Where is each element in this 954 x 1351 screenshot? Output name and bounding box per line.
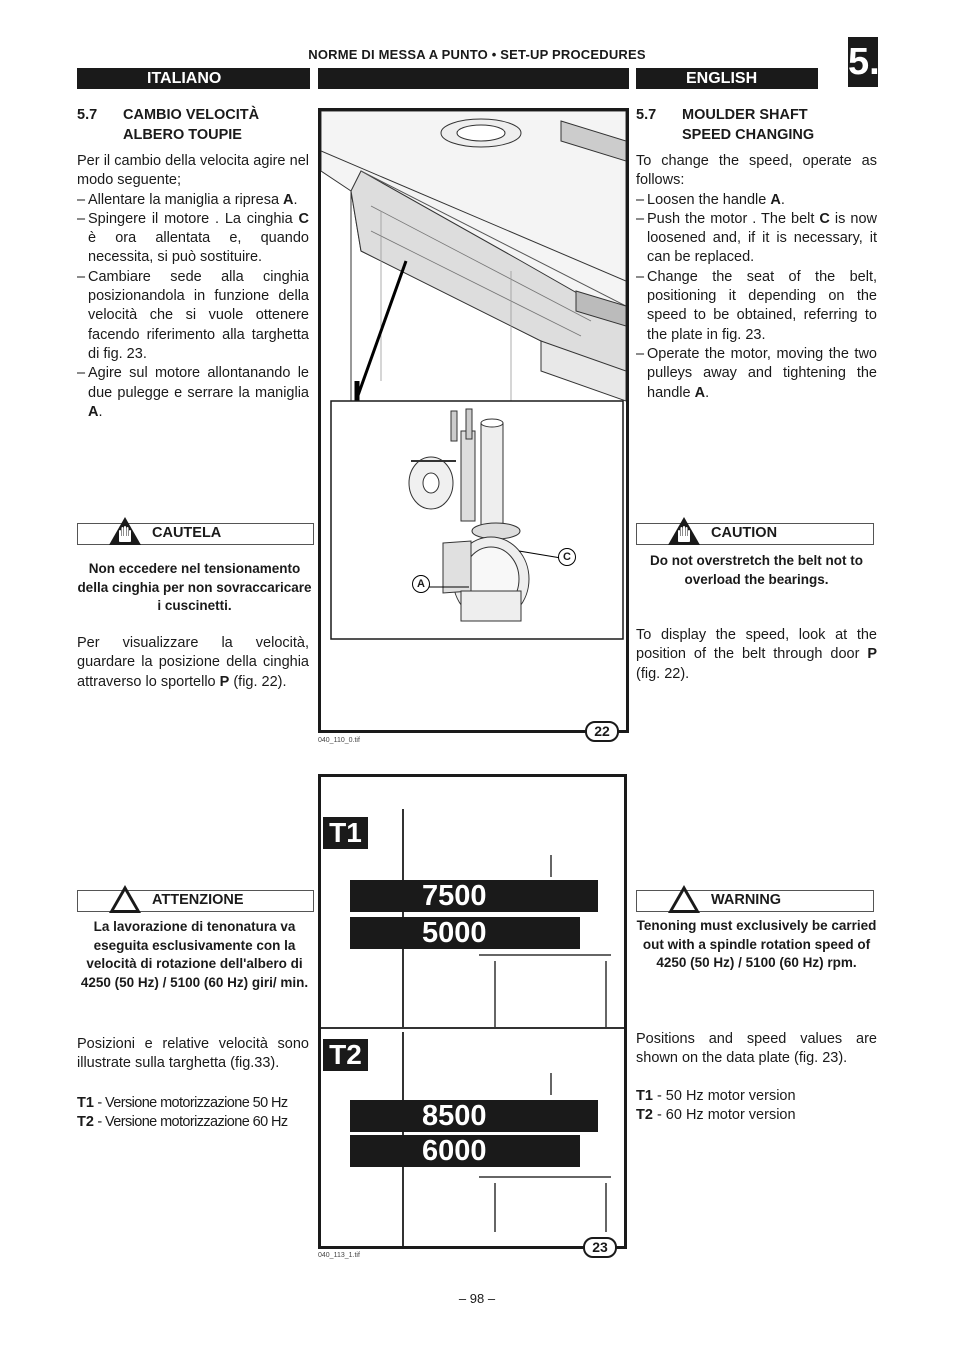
- english-step-1: – Loosen the handle A.: [636, 191, 877, 210]
- italian-display-paragraph: Per visualizzare la velocità, guardare la posizione della cinghia attraverso lo sportello P (fig. 22).: [77, 635, 309, 690]
- english-positions-paragraph: Positions and speed values are shown on the data plate (fig. 23).: [636, 1031, 877, 1067]
- italian-step-1: – Allentare la maniglia a ripresa A.: [77, 191, 309, 210]
- italian-warning-label: ATTENZIONE: [152, 892, 244, 908]
- english-t1-line: T1 - 50 Hz motor version: [636, 1088, 796, 1104]
- english-versions: [636, 1087, 877, 1126]
- label-c: C: [558, 548, 576, 566]
- italian-procedure: [77, 152, 309, 422]
- figure-23-number: 23: [583, 1237, 617, 1258]
- english-step-2: – Push the motor . The belt C is now loosened and, if it is necessary, it can be replaced.: [636, 210, 877, 268]
- english-language-bar: ENGLISH: [636, 68, 818, 89]
- figure-22-filename: 040_110_0.tif: [318, 737, 360, 744]
- english-display-paragraph: To display the speed, look at the position of the belt through door P (fig. 22).: [636, 627, 877, 682]
- italian-intro: Per il cambio della velocita agire nel modo seguente;: [77, 153, 309, 189]
- english-caution-label: CAUTION: [711, 525, 778, 541]
- t1-speed-bottom: 5000: [350, 917, 580, 949]
- t2-speed-top: 8500: [350, 1100, 598, 1132]
- english-procedure: [636, 152, 877, 403]
- english-step-4: – Operate the motor, moving the two pulleys away and tightening the handle A.: [636, 345, 877, 403]
- english-caution-text: Do not overstretch the belt not to overload the bearings.: [649, 553, 863, 587]
- hand-stop-icon: [108, 516, 142, 546]
- italian-versions: [77, 1094, 317, 1133]
- warning-triangle-icon: [108, 884, 142, 914]
- english-step-3: – Change the seat of the belt, positioning it depending on the speed to be obtained, referring to the plate in fig. 23.: [636, 268, 877, 345]
- t1-label: T1: [323, 817, 368, 849]
- english-t2-line: T2 - 60 Hz motor version: [636, 1107, 796, 1124]
- english-warning-label: WARNING: [711, 892, 782, 908]
- warning-triangle-icon: [667, 884, 701, 914]
- label-a: A: [412, 575, 430, 593]
- center-bar: [318, 68, 629, 89]
- english-section-title-line2: SPEED CHANGING: [682, 127, 815, 143]
- t1-speed-top: 7500: [350, 880, 598, 912]
- english-intro: To change the speed, operate as follows:: [636, 153, 877, 189]
- italian-caution-text: Non eccedere nel tensionamento della cinghia per non sovraccaricare i cuscinetti.: [77, 561, 312, 613]
- italian-section-title-line1: CAMBIO VELOCITÀ: [123, 107, 260, 123]
- italian-section-heading: [77, 105, 312, 145]
- italian-step-4: – Agire sul motore allontanando le due pulegge e serrare la maniglia A.: [77, 364, 309, 422]
- italian-step-3: – Cambiare sede alla cinghia posizionandola in funzione della velocità che si vuole ottenere facendo riferimento alla targhetta di fig. 23.: [77, 268, 309, 364]
- italian-language-bar: ITALIANO: [77, 68, 310, 89]
- italian-section-number: 5.7: [77, 107, 98, 123]
- t2-speed-bottom: 6000: [350, 1135, 580, 1167]
- english-warning-text: Tenoning must exclusively be carried out with a spindle rotation speed of 4250 (50 Hz) / 5100 (60 Hz) rpm.: [636, 918, 877, 970]
- hand-stop-icon: [667, 516, 701, 546]
- figure-22-frame: [318, 108, 629, 733]
- italian-section-title-line2: ALBERO TOUPIE: [123, 127, 242, 143]
- english-section-number: 5.7: [636, 107, 657, 123]
- english-section-title-line1: MOULDER SHAFT: [682, 107, 808, 123]
- italian-steps: [77, 191, 309, 423]
- chapter-number: 5.: [848, 37, 878, 87]
- italian-step-2: – Spingere il motore . La cinghia C è ora allentata e, quando necessita, si può sostituire.: [77, 210, 309, 268]
- t2-label: T2: [323, 1039, 368, 1071]
- italian-positions-paragraph: Posizioni e relative velocità sono illustrate sulla targhetta (fig.33).: [77, 1036, 309, 1072]
- figure-22-number: 22: [585, 721, 619, 742]
- italian-t1-line: T1 - Versione motorizzazione 50 Hz: [77, 1095, 288, 1111]
- figure-23-filename: 040_113_1.tif: [318, 1252, 360, 1259]
- page-header-title: NORME DI MESSA A PUNTO • SET-UP PROCEDURES: [308, 47, 646, 62]
- page-number: – 98 –: [458, 1291, 496, 1306]
- machine-drawing: [321, 111, 626, 730]
- english-steps: [636, 191, 877, 403]
- italian-t2-line: T2 - Versione motorizzazione 60 Hz: [77, 1114, 288, 1131]
- italian-caution-label: CAUTELA: [152, 525, 222, 541]
- english-section-heading: [636, 105, 878, 145]
- italian-warning-text: La lavorazione di tenonatura va eseguita esclusivamente con la velocità di rotazione dell'albero di 4250 (50 Hz) / 5100 (60 Hz) giri/ min.: [80, 919, 309, 990]
